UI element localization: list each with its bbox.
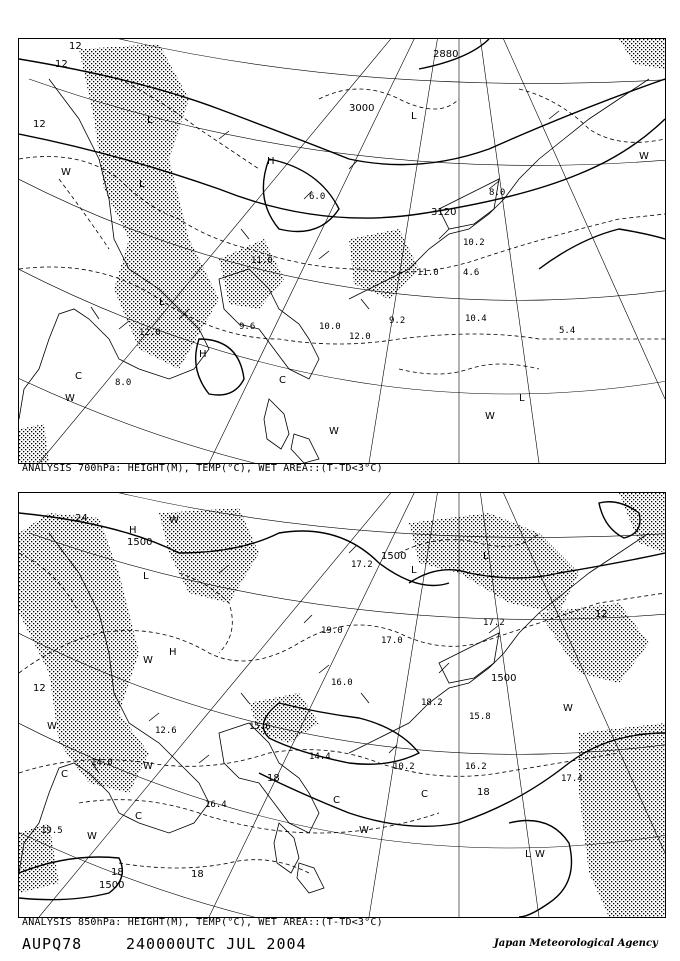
warm-center-symbol: W bbox=[143, 761, 153, 772]
station-value: 12.0 bbox=[139, 328, 161, 338]
temp-label: 18 bbox=[111, 867, 124, 878]
station-value: 5.4 bbox=[559, 326, 576, 336]
height-label: 1500 bbox=[381, 551, 407, 562]
temp-label: 18 bbox=[477, 787, 490, 798]
temp-label: 12 bbox=[595, 609, 608, 620]
station-value: 8.0 bbox=[115, 378, 132, 388]
height-label: 3000 bbox=[349, 103, 375, 114]
map-850hpa-svg bbox=[19, 493, 665, 917]
cold-center-symbol: C bbox=[421, 789, 428, 800]
temp-label: 24 bbox=[75, 513, 88, 524]
station-value: 19.0 bbox=[321, 626, 343, 636]
height-label: 1500 bbox=[491, 673, 517, 684]
low-center-symbol: L bbox=[525, 849, 531, 860]
station-value: 10.2 bbox=[393, 762, 415, 772]
temp-label: 18 bbox=[191, 869, 204, 880]
warm-center-symbol: W bbox=[61, 167, 71, 178]
station-value: 12.6 bbox=[155, 726, 177, 736]
low-center-symbol: L bbox=[519, 393, 525, 404]
low-center-symbol: L bbox=[483, 551, 489, 562]
station-value: 14.4 bbox=[309, 752, 331, 762]
station-value: 14.0 bbox=[91, 758, 113, 768]
wet-area bbox=[19, 39, 665, 463]
temp-label: 12 bbox=[55, 59, 68, 70]
station-value: 15.8 bbox=[469, 712, 491, 722]
warm-center-symbol: W bbox=[87, 831, 97, 842]
height-labels bbox=[349, 49, 458, 218]
station-value: 9.6 bbox=[239, 322, 256, 332]
temp-label: 18 bbox=[267, 773, 280, 784]
warm-center-symbol: W bbox=[359, 825, 369, 836]
warm-center-symbol: W bbox=[143, 655, 153, 666]
station-value: 16.0 bbox=[331, 678, 353, 688]
warm-center-symbol: W bbox=[329, 426, 339, 437]
station-value: 17.4 bbox=[561, 774, 583, 784]
station-value: 11.0 bbox=[251, 256, 273, 266]
station-value: 4.6 bbox=[463, 268, 480, 278]
station-value: 17.2 bbox=[483, 618, 505, 628]
agency-name: Japan Meteorological Agency bbox=[494, 938, 658, 949]
station-value: 10.0 bbox=[319, 322, 341, 332]
cold-center-symbol: C bbox=[333, 795, 340, 806]
station-value: 15.6 bbox=[249, 722, 271, 732]
low-center-symbol: L bbox=[411, 111, 417, 122]
station-value: 19.5 bbox=[41, 826, 63, 836]
warm-center-symbol: W bbox=[47, 721, 57, 732]
station-value: 16.4 bbox=[205, 800, 227, 810]
valid-time: 240000UTC JUL 2004 bbox=[126, 935, 307, 953]
low-center-symbol: L bbox=[411, 565, 417, 576]
temp-labels bbox=[33, 41, 82, 130]
product-id: AUPQ78 bbox=[22, 935, 83, 953]
high-center-symbol: H bbox=[129, 525, 137, 536]
station-value: 12.0 bbox=[349, 332, 371, 342]
height-label: 1500 bbox=[99, 880, 125, 891]
map-panel-700hpa bbox=[18, 38, 666, 464]
high-center-symbol: H bbox=[267, 156, 275, 167]
station-value: 18.2 bbox=[421, 698, 443, 708]
height-label: 2880 bbox=[433, 49, 459, 60]
high-center-symbol: H bbox=[199, 349, 207, 360]
map-700hpa-svg bbox=[19, 39, 665, 463]
temp-label: 12 bbox=[69, 41, 82, 52]
cold-center-symbol: C bbox=[75, 371, 82, 382]
caption-850hpa: ANALYSIS 850hPa: HEIGHT(M), TEMP(°C), WET AREA::(T-TD<3°C) bbox=[22, 917, 383, 928]
warm-center-symbol: W bbox=[485, 411, 495, 422]
low-center-symbol: L bbox=[143, 571, 149, 582]
warm-center-symbol: W bbox=[563, 703, 573, 714]
station-value: 6.0 bbox=[309, 192, 326, 202]
station-value: 17.2 bbox=[351, 560, 373, 570]
height-label: 3120 bbox=[431, 207, 457, 218]
warm-center-symbol: W bbox=[169, 515, 179, 526]
temp-label: 12 bbox=[33, 119, 46, 130]
station-value: 10.2 bbox=[463, 238, 485, 248]
station-value: 10.4 bbox=[465, 314, 487, 324]
cold-center-symbol: C bbox=[279, 375, 286, 386]
cold-center-symbol: C bbox=[135, 811, 142, 822]
station-value: 17.0 bbox=[381, 636, 403, 646]
low-center-symbol: L bbox=[147, 115, 153, 126]
caption-700hpa: ANALYSIS 700hPa: HEIGHT(M), TEMP(°C), WET AREA::(T-TD<3°C) bbox=[22, 463, 383, 474]
station-value: 16.2 bbox=[465, 762, 487, 772]
warm-center-symbol: W bbox=[639, 151, 649, 162]
temp-label: 12 bbox=[33, 683, 46, 694]
station-value: 8.0 bbox=[489, 188, 506, 198]
high-center-symbol: H bbox=[169, 647, 177, 658]
low-center-symbol: L bbox=[139, 179, 145, 190]
map-panel-850hpa bbox=[18, 492, 666, 918]
low-center-symbol: L bbox=[159, 297, 165, 308]
station-value: 9.2 bbox=[389, 316, 406, 326]
warm-center-symbol: W bbox=[65, 393, 75, 404]
station-value: 11.0 bbox=[417, 268, 439, 278]
cold-center-symbol: C bbox=[61, 769, 68, 780]
height-label: 1500 bbox=[127, 537, 153, 548]
warm-center-symbol: W bbox=[535, 849, 545, 860]
